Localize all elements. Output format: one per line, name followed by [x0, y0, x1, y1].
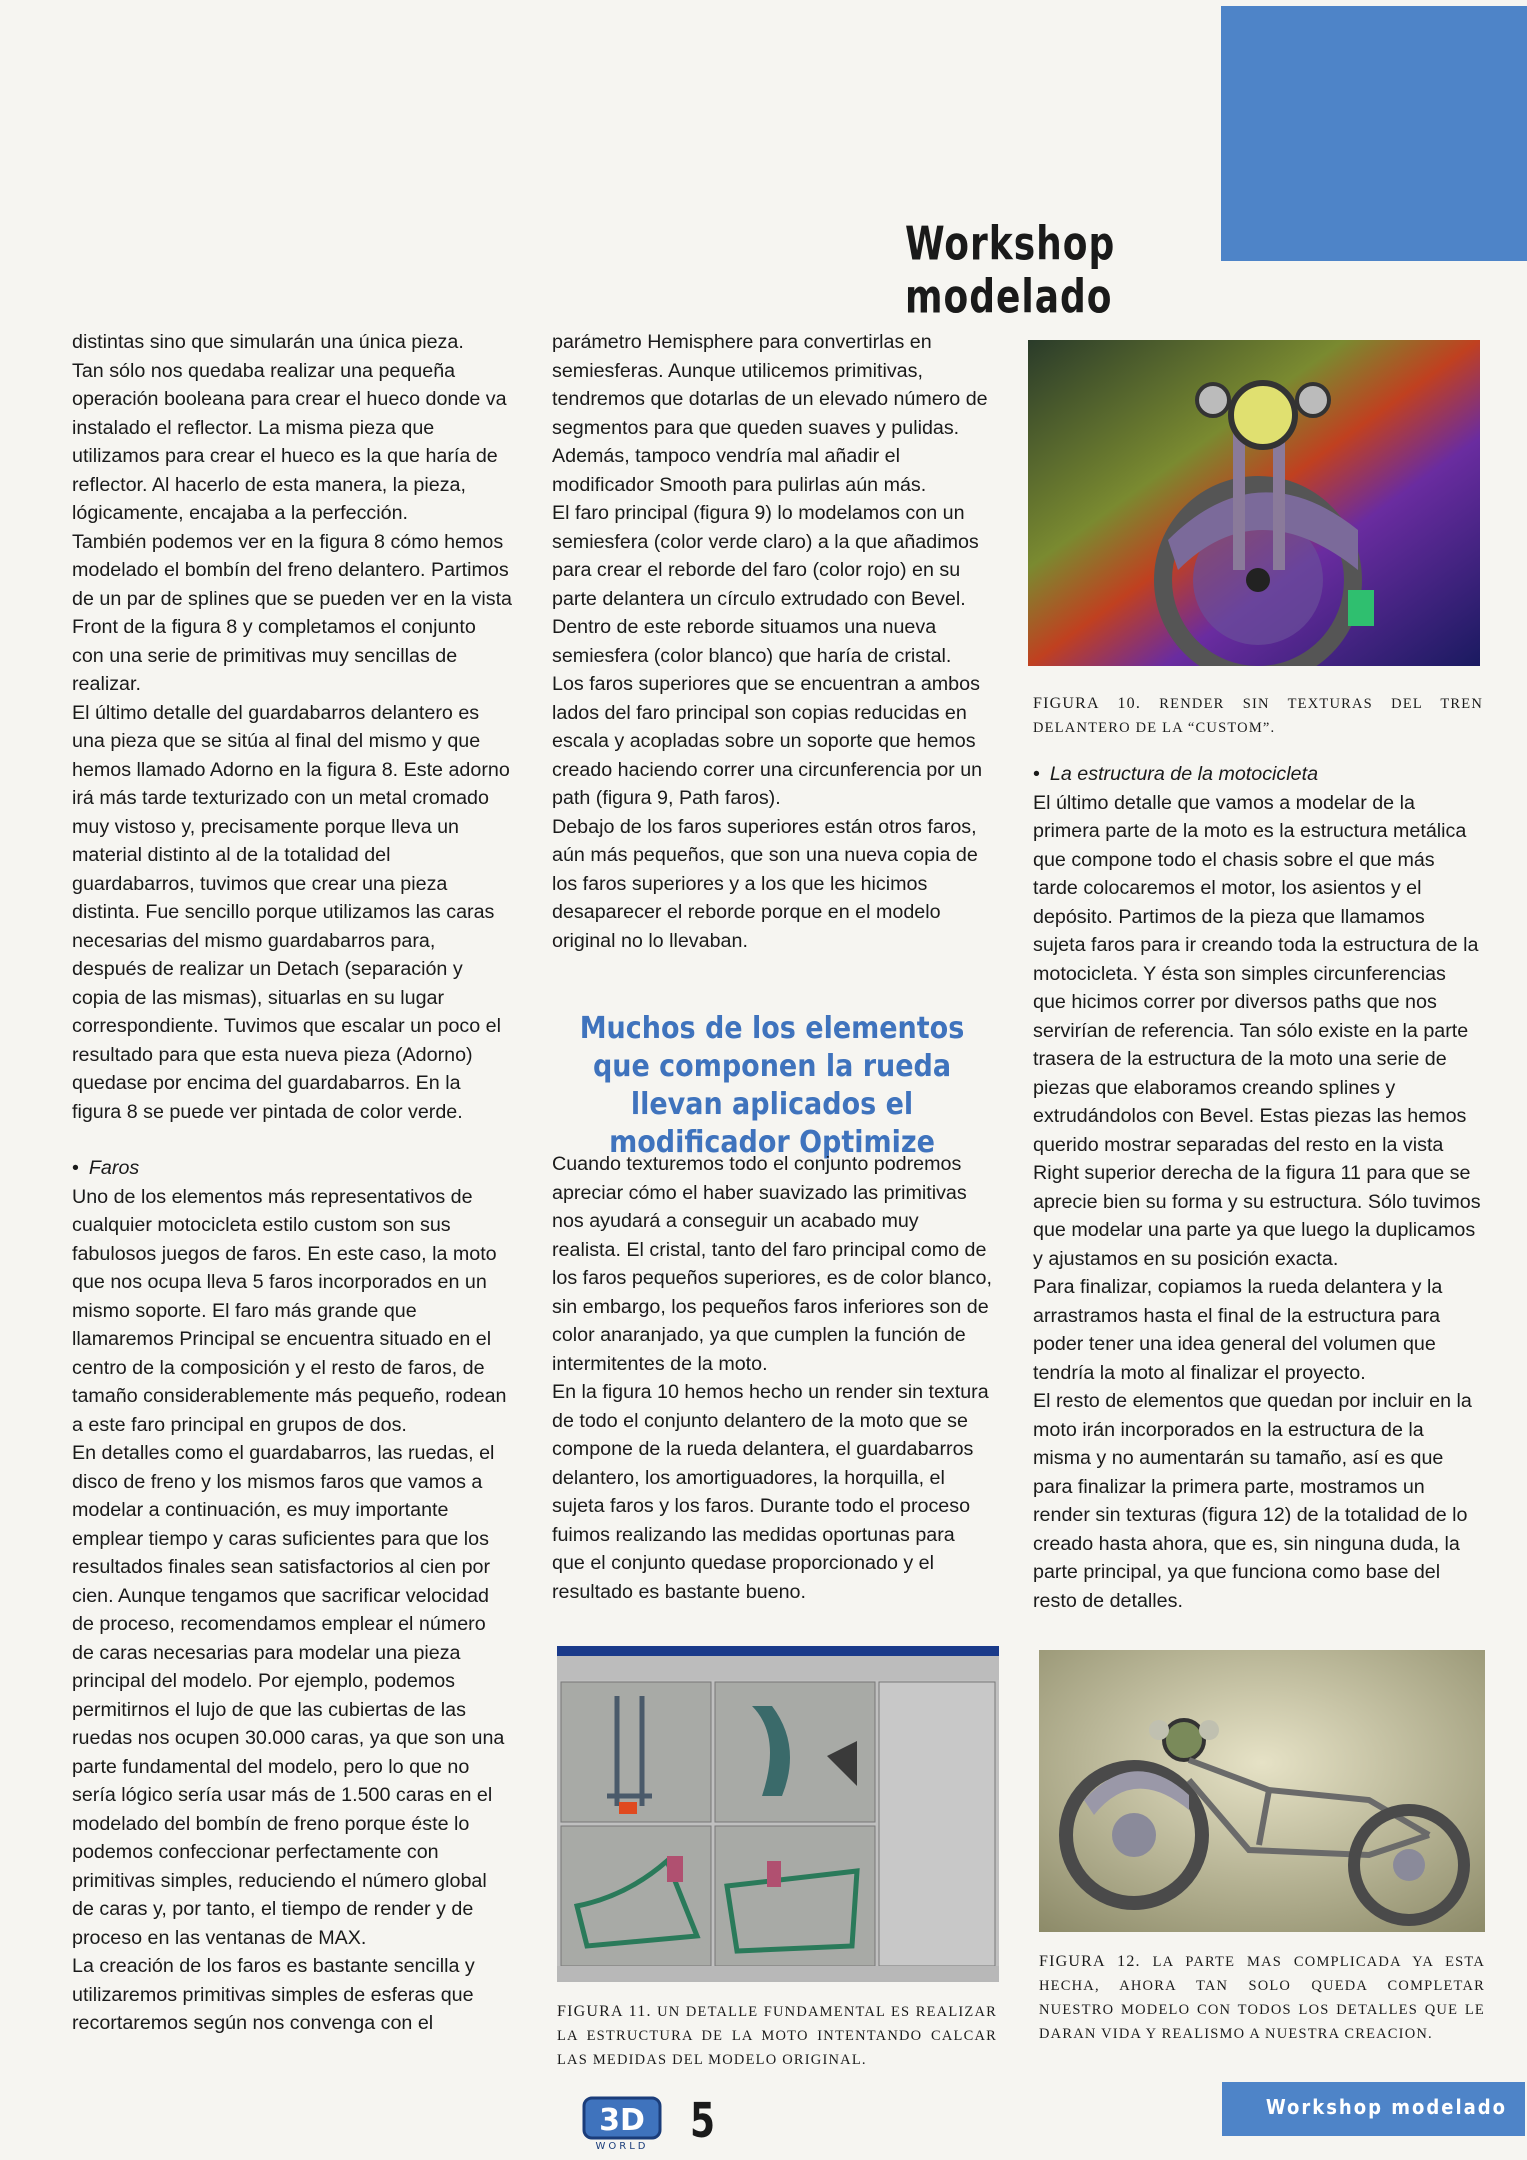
column-2: [552, 328, 992, 955]
3d-world-logo-icon: [582, 2096, 662, 2152]
footer-section-label-block: [1222, 2082, 1525, 2136]
figure-label: FIGURA 10.: [1033, 695, 1142, 712]
paragraph: distintas sino que simularán una única pieza.: [72, 331, 464, 353]
bullet-icon: •: [72, 1157, 79, 1179]
figure-caption-text: LA PARTE MAS COMPLICADA YA ESTA HECHA, AHORA TAN SOLO QUEDA COMPLETAR NUESTRO MODELO CON TODOS LOS DETALLES QUE LE DARAN VIDA Y REALISMO A NUESTRA CREACION.: [1039, 1954, 1485, 2042]
paragraph: El último detalle del guardabarros delantero es una pieza que se sitúa al final del mismo y que hemos llamado Adorno en la figura 8. Este adorno irá más tarde texturizado con un metal cromado muy vistoso y, precisamente porque lleva un material distinto al de la totalidad del guardabarros, tuvimos que crear una pieza distinta. Fue sencillo porque utilizamos las caras necesarias del mismo guardabarros para, después de realizar un Detach (separación y copia de las mismas), situarlas en su lugar correspondiente. Tuvimos que escalar un poco el resultado para que esta nueva pieza (Adorno) quedase por encima del guardabarros. En la figura 8 se puede ver pintada de color verde.: [72, 701, 510, 1123]
paragraph: El faro principal (figura 9) lo modelamos con un semiesfera (color verde claro) a la que añadimos para crear el reborde del faro (color rojo) en su parte delantera un círculo extrudado con Bevel. Dentro de este reborde situamos una nueva semiesfera (color blanco) que haría de cristal.: [552, 502, 979, 667]
figure-11-caption: [557, 2000, 997, 2072]
bullet-icon: •: [1033, 763, 1040, 785]
subhead-estructura: [1033, 760, 1481, 789]
paragraph: parámetro Hemisphere para convertirlas en semiesferas. Aunque utilicemos primitivas, tendremos que dotarlas de un elevado número de segmentos para que queden suaves y pulidas. Además, tampoco vendría mal añadir el modificador Smooth para pulirlas aún más.: [552, 331, 988, 496]
column-2-lower: [552, 1150, 992, 1606]
subhead-faros: [72, 1154, 512, 1183]
footer-section-label: Workshop modelado: [1265, 2095, 1507, 2119]
paragraph: Debajo de los faros superiores están otros faros, aún más pequeños, que son una nueva copia de los faros superiores y a los que les hicimos desaparecer el reborde porque en el modelo original no lo llevaban.: [552, 815, 978, 952]
section-title: Workshop modelado: [905, 218, 1116, 324]
pull-quote: Muchos de los elementos que componen la rueda llevan aplicados el modificador Optimize: [579, 1011, 965, 1160]
paragraph: La creación de los faros es bastante sencilla y utilizaremos primitivas simples de esferas que recortaremos según nos convenga con el: [72, 1955, 475, 2034]
figure-caption-text: UN DETALLE FUNDAMENTAL ES REALIZAR LA ESTRUCTURA DE LA MOTO INTENTANDO CALCAR LAS MEDIDAS DEL MODELO ORIGINAL.: [557, 2004, 998, 2068]
paragraph: En la figura 10 hemos hecho un render sin textura de todo el conjunto delantero de la moto que se compone de la rueda delantera, el guardabarros delantero, los amortiguadores, la horquilla, el sujeta faros y los faros. Durante todo el proceso fuimos realizando las medidas oportunas para que el conjunto quedase proporcionado y el resultado es bastante bueno.: [552, 1381, 989, 1603]
figure-label: FIGURA 12.: [1039, 1953, 1141, 1970]
figure-10-render: [1028, 340, 1480, 666]
max-software-screenshot-image: [557, 1646, 999, 1982]
motorcycle-front-render-image: [1028, 340, 1480, 666]
paragraph: El último detalle que vamos a modelar de la primera parte de la moto es la estructura metálica que compone todo el chasis sobre el que más tarde colocaremos el motor, los asientos y el depósito. Partimos de la pieza que llamamos sujeta faros para ir creando toda la estructura de la motocicleta. Y ésta son simples circunferencias que hicimos correr por diversos paths que nos servirían de referencia. Tan sólo existe en la parte trasera de la estructura de la moto una serie de piezas que elaboramos creando splines y extrudándolos con Bevel. Estas piezas las hemos querido mostrar separadas del resto en la vista Right superior derecha de la figura 11 para que se aprecie bien su forma y su estructura. Sólo tuvimos que modelar una parte ya que luego la duplicamos y ajustamos en su posición exacta.: [1033, 791, 1481, 1270]
figure-10-caption: [1033, 692, 1483, 740]
figure-12-caption: [1039, 1950, 1485, 2046]
paragraph: El resto de elementos que quedan por incluir en la moto irán incorporados en la estructura de la misma y no aumentarán su tamaño, así es que para finalizar la primera parte, mostramos un render sin texturas (figura 12) de la totalidad de lo creado hasta ahora, que es, sin ninguna duda, la parte principal, ya que funciona como base del resto de detalles.: [1033, 1390, 1472, 1612]
subhead-text: La estructura de la motocicleta: [1049, 763, 1319, 785]
page-number: 5: [690, 2094, 716, 2150]
figure-caption-text: RENDER SIN TEXTURAS DEL TREN DELANTERO DE LA “CUSTOM”.: [1033, 696, 1484, 736]
figure-label: FIGURA 11.: [557, 2003, 652, 2020]
corner-color-block: [1221, 6, 1527, 261]
motorcycle-frame-render-image: [1039, 1650, 1485, 1932]
figure-12-render: [1039, 1650, 1485, 1932]
paragraph: En detalles como el guardabarros, las ruedas, el disco de freno y los mismos faros que vamos a modelar a continuación, es muy importante emplear tiempo y caras suficientes para que los resultados finales sean satisfactorios al cien por cien. Aunque tengamos que sacrificar velocidad de proceso, recomendamos emplear el número de caras necesarias para modelar una pieza principal del modelo. Por ejemplo, podemos permitirnos el lujo de que las cubiertas de las ruedas nos ocupen 30.000 caras, ya que son una parte fundamental del modelo, pero lo que no sería lógico sería usar más de 1.500 caras en el modelado del bombín de freno porque éste lo podemos confeccionar perfectamente con primitivas simples, reduciendo el número global de caras y, por tanto, el tiempo de render y de proceso en las ventanas de MAX.: [72, 1442, 505, 1949]
column-1: [72, 328, 512, 2038]
logo-text: 3D: [599, 2103, 645, 2138]
paragraph: Uno de los elementos más representativos de cualquier motocicleta estilo custom son sus fabulosos juegos de faros. En este caso, la moto que nos ocupa lleva 5 faros incorporados en un mismo soporte. El faro más grande que llamaremos Principal se encuentra situado en el centro de la composición y el resto de faros, de tamaño considerablemente más pequeño, rodean a este faro principal en grupos de dos.: [72, 1185, 507, 1436]
paragraph: Tan sólo nos quedaba realizar una pequeña operación booleana para crear el hueco donde va instalado el reflector. La misma pieza que utilizamos para crear el hueco es la que haría de reflector. Al hacerlo de esta manera, la pieza, lógicamente, encajaba a la perfección.: [72, 359, 507, 524]
magazine-logo: [582, 2096, 662, 2152]
logo-subtext: WORLD: [595, 2141, 649, 2152]
figure-11-screenshot: [557, 1646, 999, 1982]
subhead-text: Faros: [88, 1157, 140, 1179]
paragraph: Para finalizar, copiamos la rueda delantera y la arrastramos hasta el final de la estructura para poder tener una idea general del volumen que tendría la moto al finalizar el proyecto.: [1033, 1276, 1443, 1384]
paragraph: También podemos ver en la figura 8 cómo hemos modelado el bombín del freno delantero. Partimos de un par de splines que se pueden ver en la vista Front de la figura 8 y completamos el conjunto con una serie de primitivas muy sencillas de realizar.: [72, 530, 512, 695]
paragraph: Cuando texturemos todo el conjunto podremos apreciar cómo el haber suavizado las primitivas nos ayudará a conseguir un acabado muy realista. El cristal, tanto del faro principal como de los faros pequeños superiores, es de color blanco, sin embargo, los pequeños faros inferiores son de color anaranjado, ya que cumplen la función de intermitentes de la moto.: [552, 1153, 992, 1375]
paragraph: Los faros superiores que se encuentran a ambos lados del faro principal son copias reducidas en escala y acopladas sobre un soporte que hemos creado haciendo correr una circunferencia por un path (figura 9, Path faros).: [552, 673, 983, 809]
column-3: [1033, 760, 1481, 1615]
